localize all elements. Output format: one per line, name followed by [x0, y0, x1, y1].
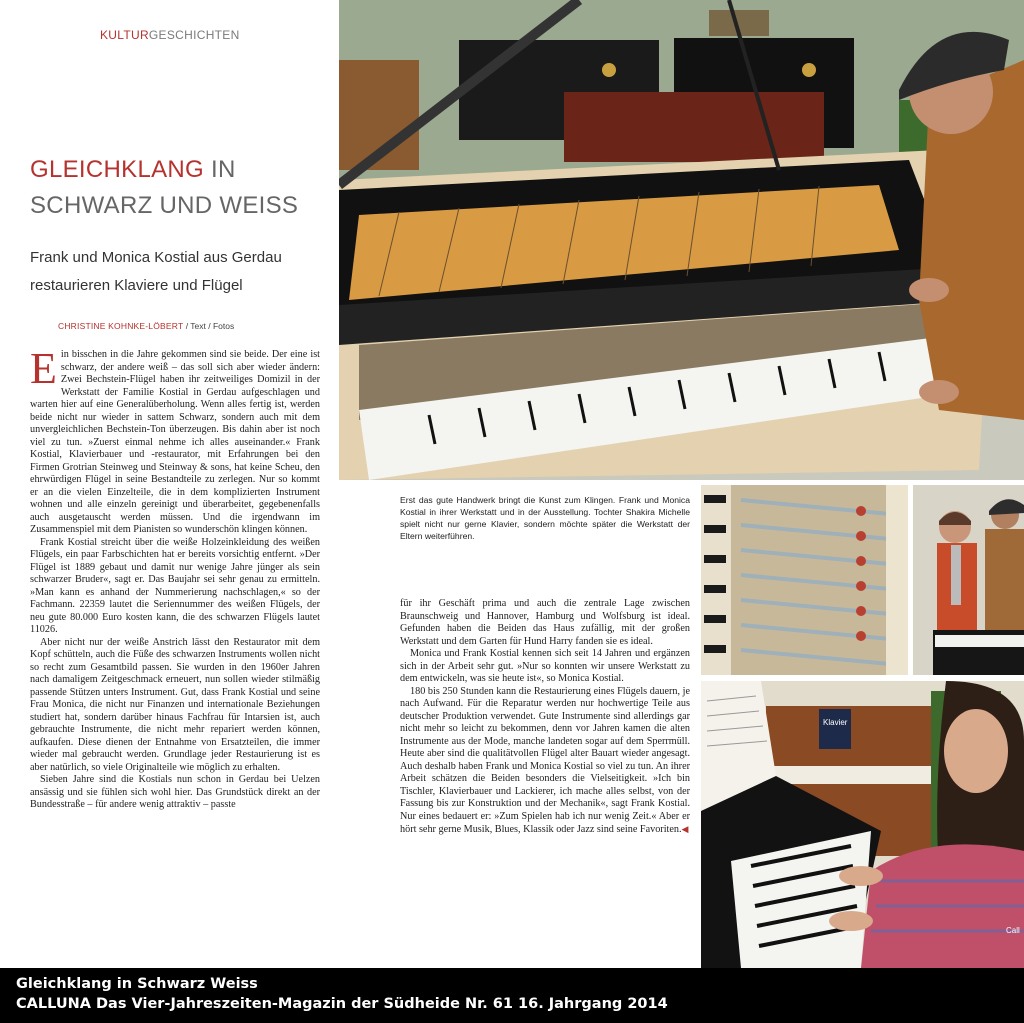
corner-watermark-text: Call	[1006, 926, 1020, 935]
end-mark-icon: ◀	[681, 824, 689, 834]
body-paragraph: für ihr Geschäft prima und auch die zentrale Lage zwischen Braunschweig und Hannover, Hamburg und Wolfsburg ist ideal. Gefunden haben die Beiden das Haus zufällig, mit der großen Werkstatt und dem Garten für Hund Harry fanden sie es ideal.	[400, 598, 690, 647]
headline-line1-rest: IN	[204, 156, 236, 183]
headline-line2: SCHWARZ UND WEISS	[30, 192, 299, 219]
photo-couple-at-piano	[913, 485, 1024, 675]
section-label	[100, 28, 240, 42]
body-paragraph	[400, 686, 690, 837]
byline-author: CHRISTINE KOHNKE-LÖBERT	[58, 321, 184, 331]
body-paragraph: Frank Kostial streicht über die weiße Holzeinkleidung des weißen Flügels, ein paar Farbschichten hat er bereits vorsichtig entfernt. »Der Flügel ist 1889 gebaut und damit nur wenige Jahre jünger als sein schwarzer Bruder«, sagt er. Das Baujahr sei sehr genau zu ermitteln. »Man kann es anhand der Nummerierung nachschlagen,« so der Fachmann. 22359 lautet die Seriennummer des weißen Flügels, der neu gute 80.000 Euro kosten kann, die des schwarzen Flügels lautet 11026.	[30, 536, 320, 635]
section-label-rest: GESCHICHTEN	[148, 28, 240, 42]
drop-cap: E	[30, 344, 57, 393]
footer-banner	[0, 968, 1024, 1023]
photo-grand-piano-workshop	[339, 0, 1024, 480]
body-paragraph-text: 180 bis 250 Stunden kann die Restaurierung eines Flügels dauern, je nach Aufwand. Für die Reparatur werden nur hochwertige Teile aus deutscher Produktion verwendet. Gute Instrumente sind allerdings gar nicht mehr so leicht zu bekommen, denn vor Jahren kamen die alten Instrumente aus der Mode, manche landeten sogar auf dem Sperrmüll. Heute aber sind die qualitätvollen Flügel alter Bauart wieder angesagt. Auch deshalb haben Frank und Monica Kostial so viel zu tun. An ihrer Arbeit schätzen die Beiden besonders die Vielseitigkeit. »Ich bin Tischler, Klavierbauer und Lackierer, ich mache alles selbst, von der Fassung bis zur Konstruktion und der Mechanik«, sagt Frank Kostial. Nur eines bedauert er: »Zum Spielen hab ich nur wenig Zeit.« Aber er hört sehr gerne Musik, Blues, Klassik oder Jazz sind seine Favoriten.	[400, 685, 690, 835]
body-paragraph	[30, 344, 320, 537]
body-column-1	[30, 344, 320, 812]
body-paragraph: Aber nicht nur der weiße Anstrich lässt den Restaurator mit dem Kopf schütteln, auch die Füße des schwarzen Instruments wollen nicht so recht zum Gesamtbild passen. Sie wurden in den 1960er Jahren nach damaligem Zeitgeschmack erneuert, nun sollen wieder stilmäßig passende Stützen unters Instrument. Gut, dass Frank Kostial und seine Frau Monica, die nicht nur Finanzen und internationale Beziehungen studiert hat, sondern darüber hinaus Fachfrau für Intarsien ist, auch gebrauchte Instrumente, die nicht mehr repariert werden können, aufkaufen. Diese dienen der Entnahme von Ersatzteilen, die immer wieder mal gebraucht werden. Grundlage jeder Restaurierung ist es aber natürlich, so viele Originalteile wie möglich zu erhalten.	[30, 636, 320, 773]
photo-piano-action-closeup	[701, 485, 908, 675]
body-paragraph: Sieben Jahre sind die Kostials nun schon in Gerdau bei Uelzen ansässig und sie fühlen sich wohl hier. Das Grundstück direkt an der Bundesstraße – für andere wenig attraktiv – passte	[30, 774, 320, 810]
byline-role: / Text / Fotos	[183, 321, 235, 331]
byline	[58, 321, 234, 331]
body-column-2	[400, 598, 690, 837]
footer-publication: CALLUNA Das Vier-Jahreszeiten-Magazin der Südheide Nr. 61 16. Jahrgang 2014	[16, 996, 668, 1012]
footer-title: Gleichklang in Schwarz Weiss	[16, 976, 258, 992]
photo-caption: Erst das gute Handwerk bringt die Kunst zum Klingen. Frank und Monica Kostial in ihrer Werkstatt und in der Ausstellung. Tochter Shakira Michelle spielt nicht nur gerne Klavier, sondern möchte später die Werkstatt der Eltern weiterführen.	[400, 495, 690, 541]
headline-accent: GLEICHKLANG	[30, 156, 205, 183]
body-paragraph: Monica und Frank Kostial kennen sich seit 14 Jahren und ergänzen sich in der Arbeit sehr gut. »Nur so konnten wir unsere Werkstatt zu dem entwickeln, was sie heute ist«, so Monica Kostial.	[400, 648, 690, 684]
photo-girl-playing-piano	[701, 681, 1024, 968]
book-title-text: Klavier	[823, 718, 848, 727]
article-subhead: Frank und Monica Kostial aus Gerdau restaurieren Klaviere und Flügel	[30, 249, 282, 294]
body-paragraph-text: in bisschen in die Jahre gekommen sind sie beide. Der eine ist schwarz, der andere weiß – das soll sich aber wieder ändern: Zwei Bechstein-Flügel haben ihr zeitweiliges Domizil in der Werkstatt der Familie Kostial in Gerdau aufgeschlagen und warten hier auf eine Generalüberholung. Wenn alles fertig ist, werden beide nicht nur wieder in sattem Schwarz, sondern auch mit dem unvergleichlichen Bechstein-Ton überzeugen. Bis dahin aber ist noch viel zu tun. »Zuerst einmal nehme ich alles auseinander.« Frank Kostial, Klavierbauer und -restaurator, mit Erfahrungen bei den Firmen Grotrian Steinweg und Steinway & sons, hat keine Scheu, den ehrwürdigen Flügel in seine Bestandteile zu zerlegen. Nur so kommt er an die vielen Einzelteile, die in dem komplizierten Instrument wohnen und alle einzeln gereinigt und überarbeitet, gegebenenfalls auch ausgetauscht werden müssen. Und die irgendwann im Zusammenspiel mit dem Pianisten so wunderschön klingen können.	[30, 349, 320, 535]
section-label-accent: KULTUR	[100, 28, 149, 42]
article-headline	[30, 152, 330, 224]
